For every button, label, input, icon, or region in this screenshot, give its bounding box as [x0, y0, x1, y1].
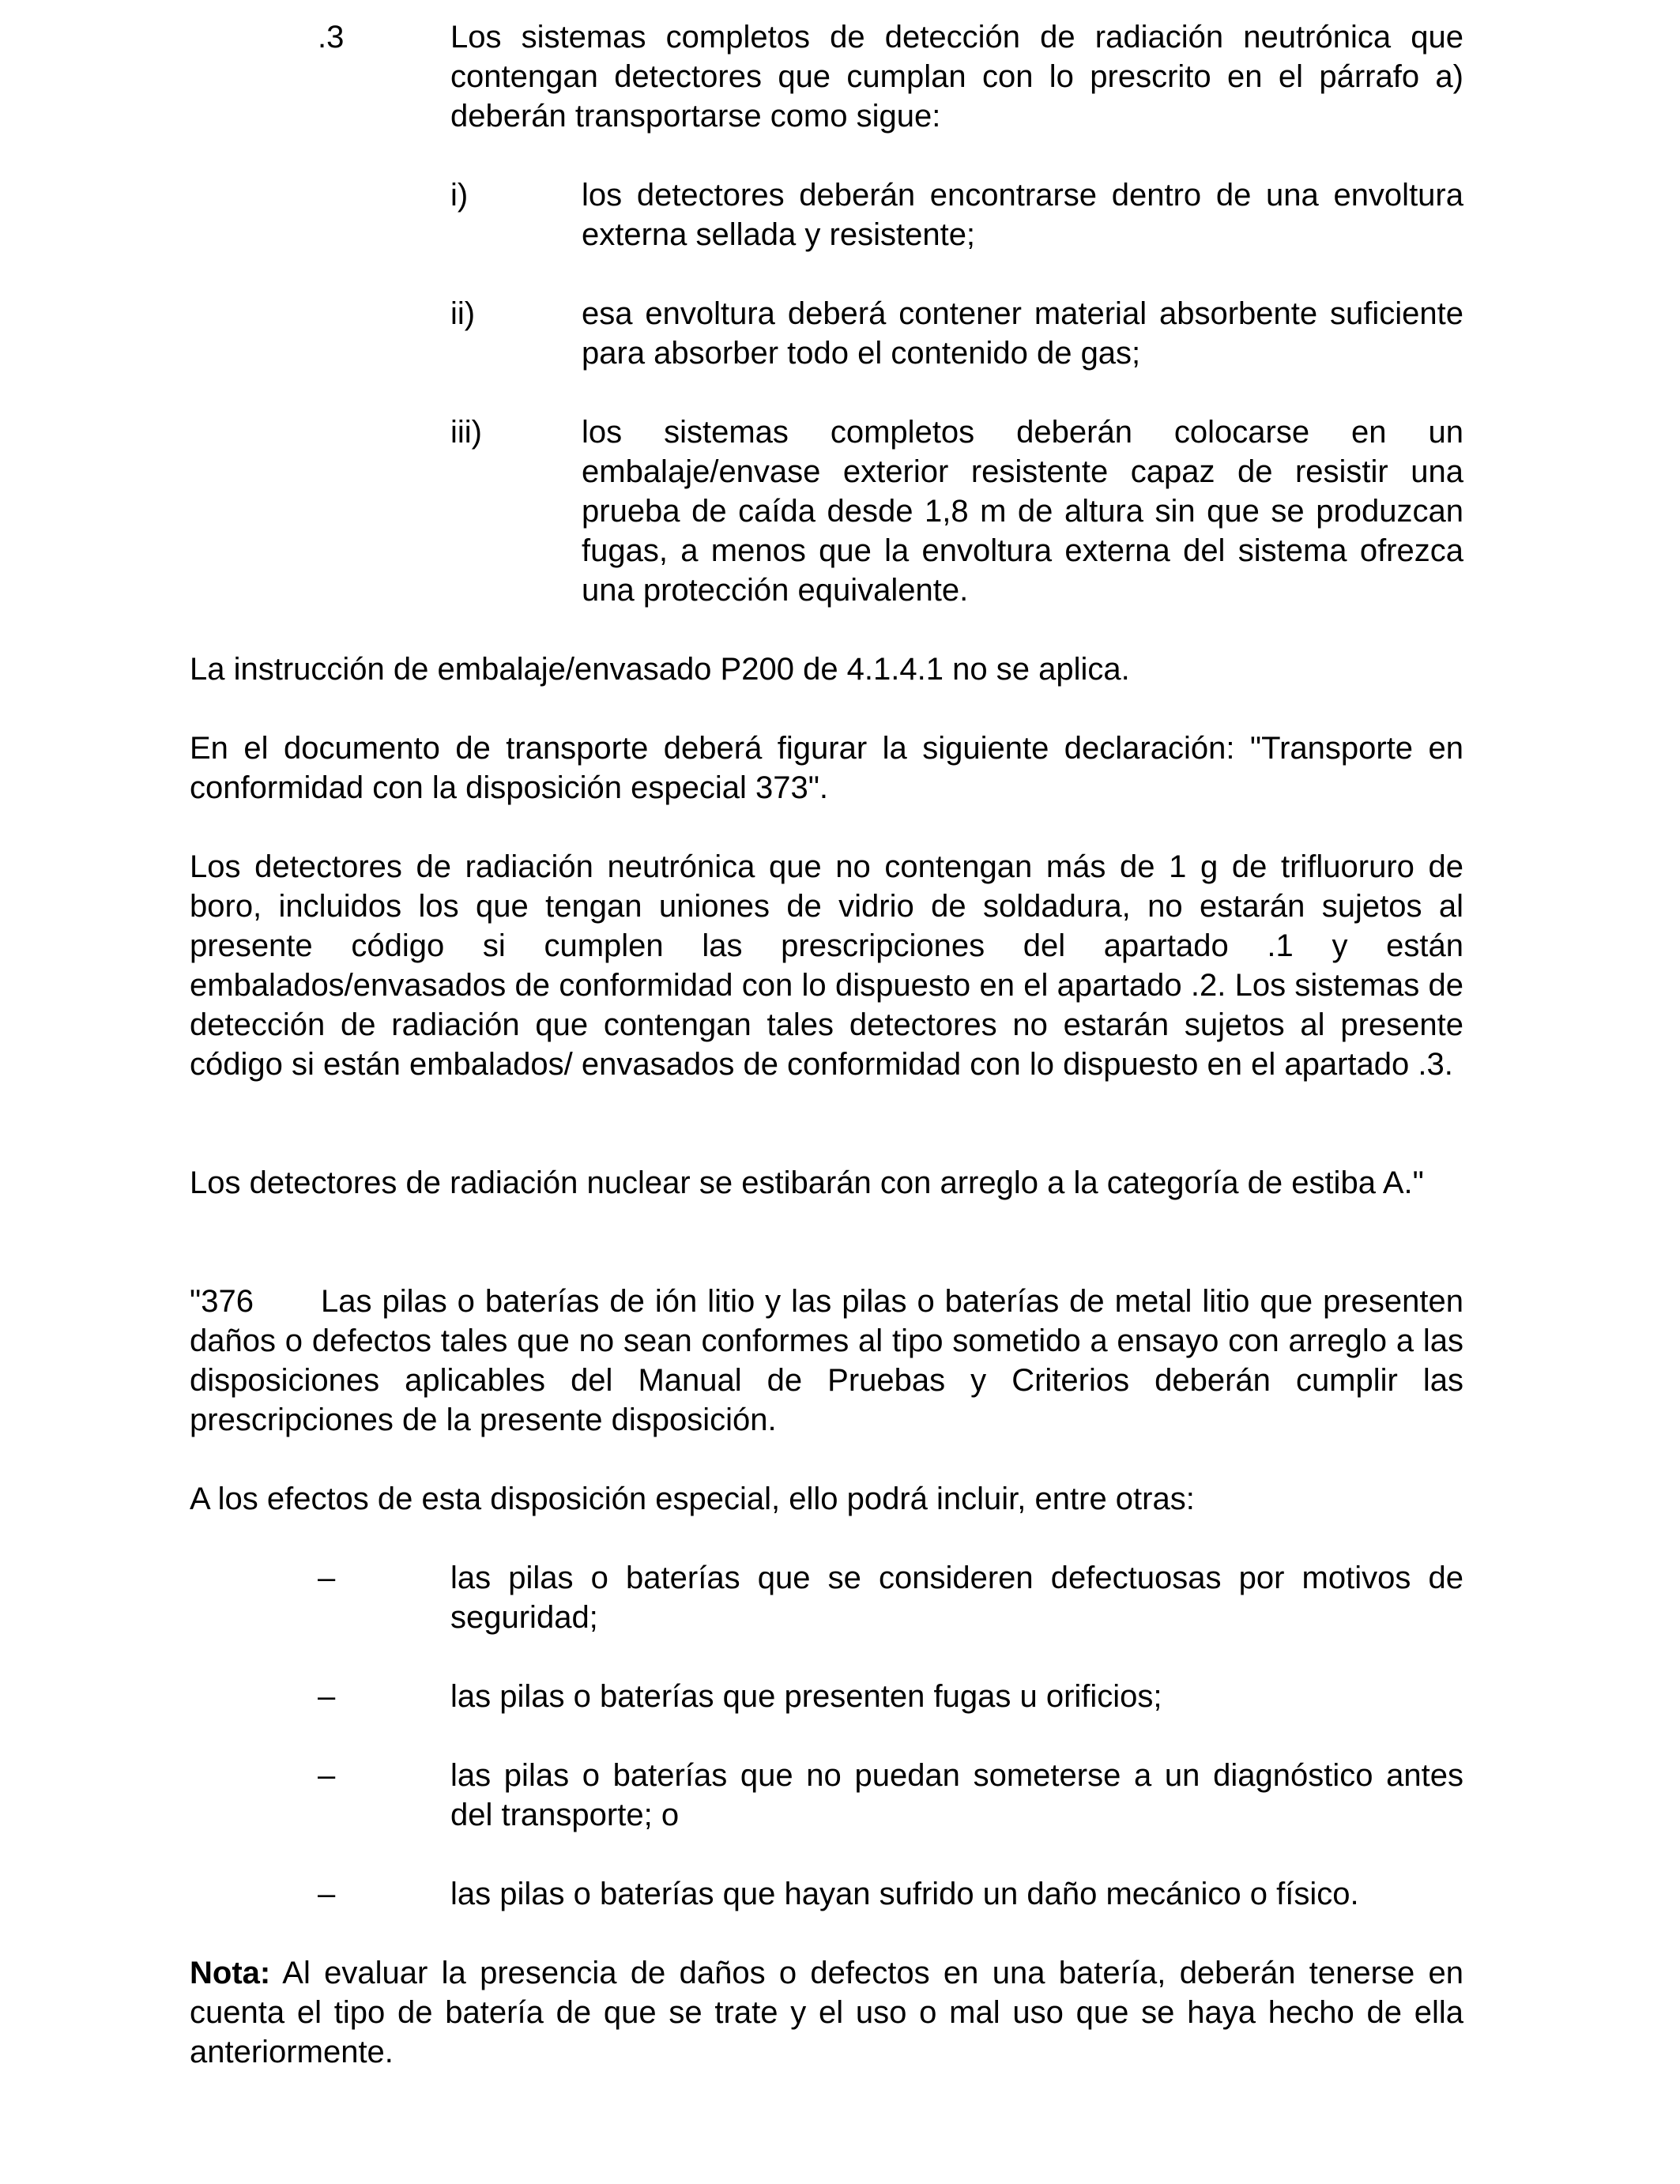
subitem-i-marker: i)	[450, 178, 469, 213]
subitem-iii-text: los sistemas completos deberán colocarse en un embalaje/envase exterior resistente capaz de resistir una prueba de caída desde 1,8 m de altura sin que se produzcan fugas, a menos que la envoltura externa del sistema ofrezca una protección equivalente.	[582, 415, 1463, 608]
dash-marker: –	[318, 1679, 336, 1714]
paragraph-provision-376	[190, 1282, 1463, 1440]
dash-item-text: las pilas o baterías que no puedan someterse a un diagnóstico antes del transporte; o	[450, 1758, 1463, 1832]
subitem-ii-text: esa envoltura deberá contener material absorbente suficiente para absorber todo el contenido de gas;	[582, 296, 1463, 371]
paragraph-p200: La instrucción de embalaje/envasado P200 de 4.1.4.1 no se aplica.	[190, 652, 1130, 687]
note-label: Nota:	[190, 1956, 271, 1990]
dash-item-text: las pilas o baterías que hayan sufrido un daño mecánico o físico.	[450, 1877, 1359, 1911]
paragraph-declaration: En el documento de transporte deberá figurar la siguiente declaración: "Transporte en conformidad con la disposición especial 373".	[190, 731, 1463, 805]
dash-item-1	[318, 1558, 1463, 1637]
subitem-ii	[450, 294, 1463, 373]
note-paragraph	[190, 1953, 1463, 2072]
item-3-text: Los sistemas completos de detección de radiación neutrónica que contengan detectores que cumplan con lo prescrito en el párrafo a) deberán transportarse como sigue:	[450, 20, 1463, 134]
paragraph-effects: A los efectos de esta disposición especial, ello podrá incluir, entre otras:	[190, 1482, 1195, 1516]
paragraph-stowage: Los detectores de radiación nuclear se estibarán con arreglo a la categoría de estiba A."	[190, 1165, 1424, 1200]
paragraph-detectors: Los detectores de radiación neutrónica que no contengan más de 1 g de trifluoruro de boro, incluidos los que tengan uniones de vidrio de soldadura, no estarán sujetos al presente código si cumplen las prescripciones del apartado .1 y están embalados/envasados de conformidad con lo dispuesto en el apartado .2. Los sistemas de detección de radiación que contengan tales detectores no estarán sujetos al presente código si están embalados/ envasados de conformidad con lo dispuesto en el apartado .3.	[190, 849, 1463, 1082]
item-3	[318, 17, 1463, 136]
subitem-iii-marker: iii)	[450, 415, 482, 450]
dash-item-3	[318, 1756, 1463, 1835]
dash-item-text: las pilas o baterías que presenten fugas u orificios;	[450, 1679, 1162, 1714]
item-3-marker: .3	[318, 20, 345, 55]
subitem-i	[450, 175, 1463, 254]
note-text: Al evaluar la presencia de daños o defectos en una batería, deberán tenerse en cuenta el tipo de batería de que se trate y el uso o mal uso que se haya hecho de ella anteriormente.	[190, 1956, 1463, 2069]
provision-number: "376	[190, 1284, 254, 1319]
dash-item-4	[318, 1874, 1463, 1914]
provision-text: Las pilas o baterías de ión litio y las pilas o baterías de metal litio que presenten daños o defectos tales que no sean conformes al tipo sometido a ensayo con arreglo a las disposiciones aplicables del Manual de Pruebas y Criterios deberán cumplir las prescripciones de la presente disposición.	[190, 1284, 1463, 1437]
subitem-ii-marker: ii)	[450, 296, 476, 331]
dash-item-text: las pilas o baterías que se consideren defectuosas por motivos de seguridad;	[450, 1561, 1463, 1635]
dash-marker: –	[318, 1758, 336, 1793]
subitem-iii	[450, 412, 1463, 610]
subitem-i-text: los detectores deberán encontrarse dentro de una envoltura externa sellada y resistente;	[582, 178, 1463, 252]
dash-marker: –	[318, 1877, 336, 1911]
dash-marker: –	[318, 1561, 336, 1595]
dash-item-2	[318, 1677, 1463, 1716]
